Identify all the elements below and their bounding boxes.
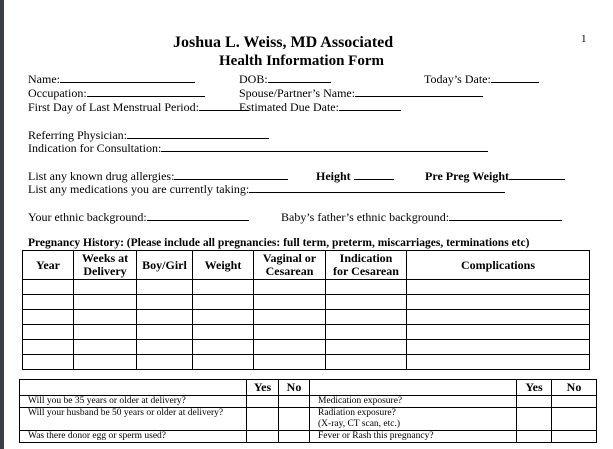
- spouse-name-field[interactable]: Spouse/Partner’s Name:: [239, 86, 483, 100]
- col-indication-cesarean: Indication for Cesarean: [326, 251, 407, 280]
- yes-header: Yes: [247, 380, 279, 396]
- col-weeks-at-delivery: Weeks at Delivery: [74, 251, 137, 280]
- medications-field[interactable]: List any medications you are currently taking:: [28, 182, 505, 196]
- drug-allergies-field[interactable]: List any known drug allergies:: [28, 169, 288, 183]
- col-vaginal-cesarean: Vaginal or Cesarean: [254, 251, 326, 280]
- yes-header: Yes: [517, 380, 552, 396]
- name-field[interactable]: Name:: [28, 72, 195, 86]
- no-header: No: [279, 380, 310, 396]
- question-fever-rash: Fever or Rash this pregnancy?: [310, 431, 517, 443]
- col-boy-girl: Boy/Girl: [137, 251, 193, 280]
- yes-checkbox[interactable]: [247, 396, 279, 408]
- table-row: [23, 355, 590, 370]
- lmp-field[interactable]: First Day of Last Menstrual Period:: [28, 100, 249, 114]
- pregnancy-history-title: Pregnancy History: (Please include all pregnancies: full term, preterm, miscarriages, terminations etc): [28, 237, 530, 249]
- no-checkbox[interactable]: [279, 396, 310, 408]
- ethnic-background-field[interactable]: Your ethnic background:: [28, 210, 249, 224]
- question-husband-age-50: Will your husband be 50 years or older at delivery?: [20, 408, 247, 431]
- table-row: [20, 408, 597, 431]
- table-row: [23, 310, 590, 325]
- form-title: Health Information Form: [219, 53, 384, 69]
- occupation-field[interactable]: Occupation:: [28, 86, 205, 100]
- todays-date-field[interactable]: Today’s Date:: [424, 72, 539, 86]
- practice-name: Joshua L. Weiss, MD Associated: [173, 34, 394, 51]
- question-donor-egg-sperm: Was there donor egg or sperm used?: [20, 431, 247, 443]
- yes-checkbox[interactable]: [517, 396, 552, 408]
- yes-checkbox[interactable]: [517, 431, 552, 443]
- no-checkbox[interactable]: [279, 408, 310, 431]
- table-header-row: [23, 251, 590, 280]
- question-radiation-exposure: Radiation exposure? (X-ray, CT scan, etc.): [310, 408, 517, 431]
- table-row: [23, 340, 590, 355]
- height-field[interactable]: Height: [316, 169, 394, 183]
- father-ethnic-background-field[interactable]: Baby’s father’s ethnic background:: [281, 210, 562, 224]
- no-checkbox[interactable]: [279, 431, 310, 443]
- table-row: [23, 295, 590, 310]
- window-left-border: [0, 0, 4, 449]
- no-checkbox[interactable]: [552, 396, 597, 408]
- no-checkbox[interactable]: [552, 408, 597, 431]
- dob-field[interactable]: DOB:: [239, 72, 331, 86]
- yes-checkbox[interactable]: [247, 408, 279, 431]
- yes-checkbox[interactable]: [247, 431, 279, 443]
- table-row: [23, 280, 590, 295]
- col-year: Year: [23, 251, 74, 280]
- page-number: 1: [581, 33, 587, 45]
- question-medication-exposure: Medication exposure?: [310, 396, 517, 408]
- yes-checkbox[interactable]: [517, 408, 552, 431]
- pre-preg-weight-field[interactable]: Pre Preg Weight: [425, 169, 565, 183]
- col-complications: Complications: [407, 251, 590, 280]
- table-row: [20, 431, 597, 443]
- table-row: [20, 396, 597, 408]
- risk-questions-table: [19, 379, 597, 443]
- table-row: [23, 325, 590, 340]
- col-weight: Weight: [193, 251, 254, 280]
- question-age-35: Will you be 35 years or older at delivery?: [20, 396, 247, 408]
- no-checkbox[interactable]: [552, 431, 597, 443]
- indication-field[interactable]: Indication for Consultation:: [28, 141, 488, 155]
- due-date-field[interactable]: Estimated Due Date:: [239, 100, 401, 114]
- table-header-row: [20, 380, 597, 396]
- pregnancy-history-table: [22, 250, 590, 370]
- no-header: No: [552, 380, 597, 396]
- referring-physician-field[interactable]: Referring Physician:: [28, 128, 269, 142]
